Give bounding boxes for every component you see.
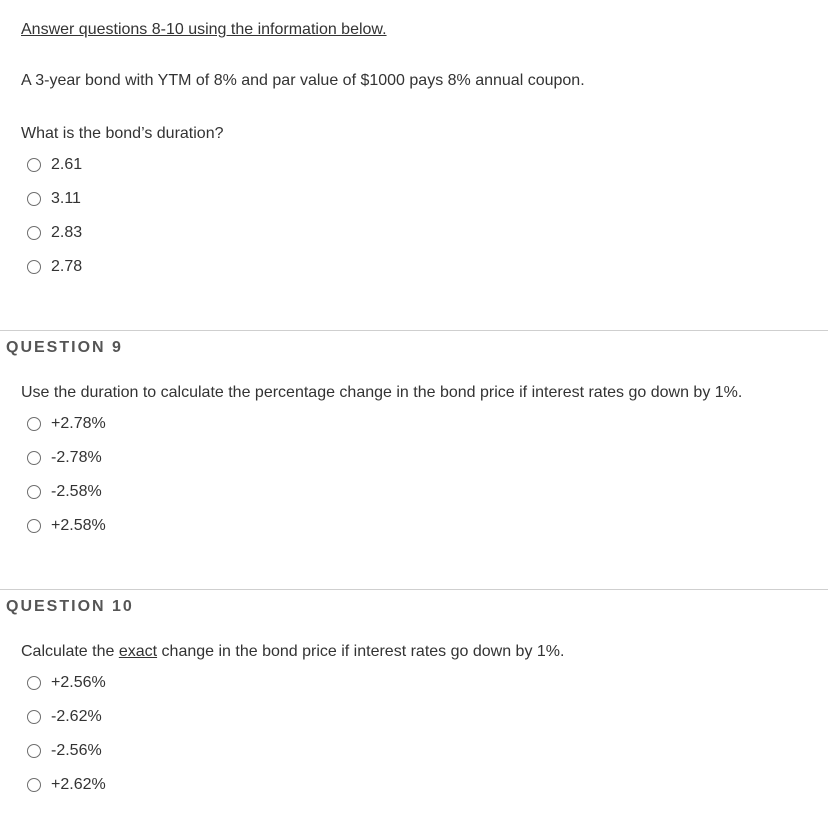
q9-option-1[interactable]	[27, 414, 106, 434]
option-label: -2.58%	[51, 483, 102, 500]
q8-option-4[interactable]	[27, 257, 82, 277]
option-label: +2.78%	[51, 415, 106, 432]
question-8-prompt: What is the bond’s duration?	[21, 125, 224, 142]
option-label: 2.61	[51, 156, 83, 173]
radio-button[interactable]	[27, 519, 41, 533]
q9-option-3[interactable]	[27, 482, 102, 502]
q9-option-4[interactable]	[27, 516, 106, 536]
radio-button[interactable]	[27, 744, 41, 758]
radio-button[interactable]	[27, 226, 41, 240]
option-label: -2.62%	[51, 708, 102, 725]
radio-button[interactable]	[27, 192, 41, 206]
q10-option-1[interactable]	[27, 673, 106, 693]
option-label: 3.11	[51, 190, 81, 207]
radio-button[interactable]	[27, 451, 41, 465]
option-label: 2.83	[51, 224, 83, 241]
q10-option-4[interactable]	[27, 775, 106, 795]
option-label: -2.56%	[51, 742, 102, 759]
radio-button[interactable]	[27, 417, 41, 431]
q8-option-1[interactable]	[27, 155, 82, 175]
question-9-header: QUESTION 9	[6, 339, 123, 356]
prompt-text: Calculate the	[21, 643, 119, 660]
option-label: +2.62%	[51, 776, 106, 793]
radio-button[interactable]	[27, 710, 41, 724]
question-10-prompt	[21, 643, 564, 661]
q10-option-2[interactable]	[27, 707, 102, 727]
prompt-text: change in the bond price if interest rates go down by 1%.	[157, 643, 565, 660]
radio-button[interactable]	[27, 260, 41, 274]
q8-option-3[interactable]	[27, 223, 82, 243]
q8-option-2[interactable]	[27, 189, 81, 209]
q9-option-2[interactable]	[27, 448, 102, 468]
option-label: -2.78%	[51, 449, 102, 466]
radio-button[interactable]	[27, 676, 41, 690]
section-divider	[0, 589, 828, 590]
radio-button[interactable]	[27, 158, 41, 172]
option-label: +2.56%	[51, 674, 106, 691]
radio-button[interactable]	[27, 485, 41, 499]
q10-option-3[interactable]	[27, 741, 102, 761]
prompt-emphasis: exact	[118, 643, 158, 660]
radio-button[interactable]	[27, 778, 41, 792]
bond-description: A 3-year bond with YTM of 8% and par value of $1000 pays 8% annual coupon.	[21, 72, 585, 89]
instructions-link[interactable]: Answer questions 8-10 using the information below.	[21, 21, 387, 38]
option-label: 2.78	[51, 258, 83, 275]
question-10-header: QUESTION 10	[6, 598, 134, 615]
question-9-prompt: Use the duration to calculate the percentage change in the bond price if interest rates go down by 1%.	[21, 384, 743, 401]
section-divider	[0, 330, 828, 331]
option-label: +2.58%	[51, 517, 106, 534]
